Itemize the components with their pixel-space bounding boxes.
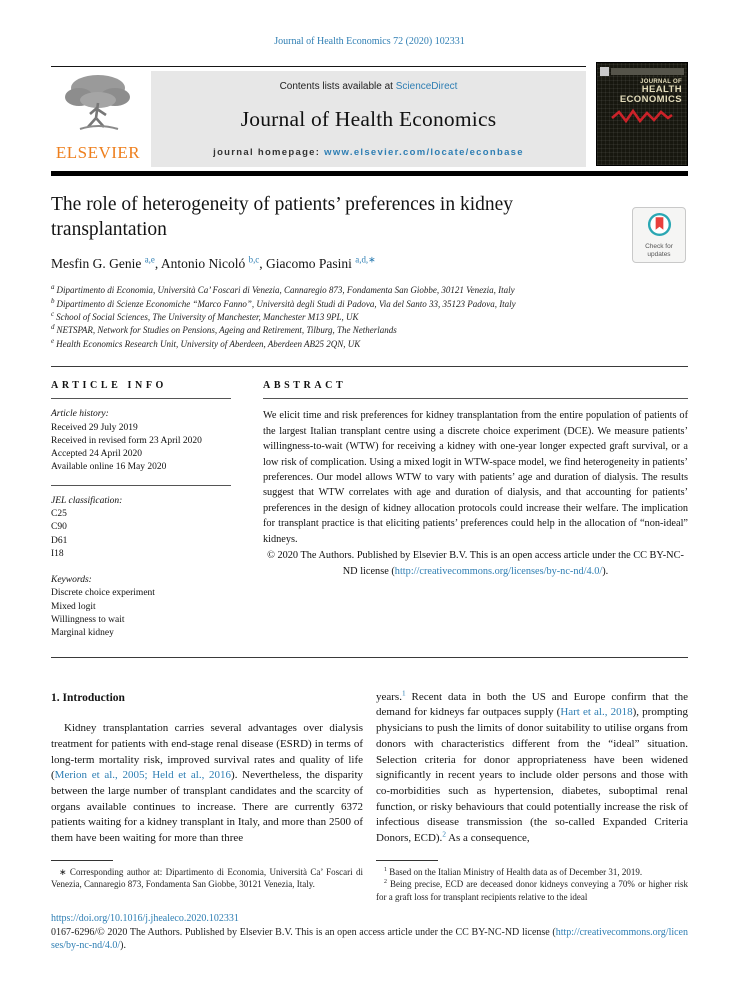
text-segment: © 2020 The Authors. Published by Elsevier B.V. This is an open access article under the CC BY-NC-ND license (	[267, 550, 684, 577]
crossmark-icon	[647, 224, 672, 241]
footnote-2	[376, 878, 688, 903]
left-column	[51, 690, 363, 903]
abstract-copyright	[263, 548, 688, 579]
keyword: Marginal kidney	[51, 628, 114, 639]
journal-header-main	[51, 66, 586, 167]
journal-homepage-link[interactable]: www.elsevier.com/locate/econbase	[324, 147, 524, 158]
affiliation-letter: d	[51, 323, 55, 332]
cover-zigzag-graphic	[597, 108, 687, 131]
affiliation-line	[51, 337, 688, 350]
sciencedirect-link[interactable]: ScienceDirect	[395, 81, 458, 92]
elsevier-tree-icon	[62, 73, 134, 142]
text-segment: 2	[384, 879, 387, 886]
citation-link[interactable]: Hart et al., 2018	[560, 706, 633, 719]
history-item: Accepted 24 April 2020	[51, 449, 143, 460]
check-for-updates-badge[interactable]	[632, 207, 686, 263]
text-segment: Recent data in both the US and Europe confirm that the demand for kidneys far outpaces supply (	[376, 690, 688, 719]
text-segment: years.	[376, 690, 402, 703]
affiliation-letter: e	[51, 336, 55, 345]
affiliation-text: Dipartimento di Scienze Economiche “Marco Fanno”, Università degli Studi di Padova, Via del Santo 33, 35123 Padova, Italy	[56, 298, 516, 309]
intro-paragraph-right	[376, 690, 688, 847]
abstract-column	[263, 380, 688, 640]
cover-journal-title	[597, 76, 687, 105]
jel-code: D61	[51, 535, 68, 546]
affiliation-letter: c	[51, 310, 55, 318]
text-segment: 0167-6296/© 2020 The Authors. Published by Elsevier B.V. This is an open access article under the CC BY-NC-ND license (	[51, 926, 556, 938]
text-segment: As a consequence,	[445, 832, 530, 845]
text-segment: ), prompting physicians to push the limits of donor suitability to utilise organs from donors with characteristics different from the “ideal” situation. Selection criteria for donor appropriateness have been widened significantly in recent years to include older persons and those with co-morbidities such as hypertension, diabetes, suboptimal renal function, or risky behaviours that could potentially increase the risk of infectious disease transmission (the so-called Expanded Criteria Donors, ECD).	[376, 706, 688, 845]
title-block	[51, 192, 688, 258]
divider	[263, 398, 688, 399]
text-segment: 1	[384, 866, 387, 873]
text-segment: Being precise, ECD are deceased donor kidneys conveying a 70% or higher risk for a graft loss for transplant recipients relative to the ideal	[376, 879, 688, 902]
cover-publisher-mark	[600, 67, 609, 76]
journal-cover-thumbnail[interactable]	[596, 62, 688, 166]
footnote-ref[interactable]: 1	[401, 689, 406, 698]
cover-top-strip	[600, 66, 684, 76]
text-segment: Mesfin G. Genie	[51, 256, 145, 272]
article-title: The role of heterogeneity of patients’ preferences in kidney transplantation	[51, 193, 514, 240]
affiliation-letter: a	[51, 283, 55, 292]
article-history	[51, 408, 231, 474]
footnote-ref[interactable]: 2	[442, 830, 446, 839]
keywords	[51, 574, 231, 640]
text-segment: , Giacomo Pasini	[259, 256, 356, 272]
cover-title-line: HEALTH	[641, 84, 682, 96]
journal-header	[51, 66, 688, 167]
page-footer	[51, 912, 688, 953]
check-badge-line: updates	[647, 250, 671, 258]
right-column	[376, 690, 688, 903]
text-segment: journal homepage:	[213, 147, 325, 158]
affiliation-text: NETSPAR, Network for Studies on Pensions, Ageing and Retirement, Tilburg, The Netherlands	[56, 325, 397, 336]
footnote-divider	[51, 860, 113, 861]
jel-code: C90	[51, 522, 67, 533]
cover-strip-bar	[611, 68, 684, 75]
affiliation-line	[51, 283, 688, 296]
text-segment: ).	[602, 565, 609, 577]
issn-license-line	[51, 926, 688, 953]
article-info-heading: ARTICLE INFO	[51, 380, 167, 392]
text-segment: ). Nevertheless, the disparity between the large number of transplant candidates and the scarcity of organs available continues to increase. There are currently 6372 patients waiting for a kidney transplant in Italy, and more than 2500 of them have been waiting for more than three	[51, 769, 364, 845]
text-segment: ).	[120, 940, 126, 952]
abstract-text: We elicit time and risk preferences for kidney transplantation from the entire population of patients of the largest Italian transplant centre using a discrete choice experiment (DCE). We measure patients’ willingness-to-wait (WTW) for receiving a kidney with one-year longer expected graft survival, or a low risk of complication. Using a mixed logit in WTW-space model, we find heterogeneity in patients’ preferences. Our model allows WTW to vary with patients’ age and duration of dialysis. The results suggest that WTW correlates with age and duration of dialysis, and that accounting for patients’ preferences in the design of kidney allocation protocols could increase their welfare. The implication for transplant practice is that eliciting patients’ preferences could help in the allocation of “non-ideal” kidneys.	[263, 410, 688, 545]
cc-license-link[interactable]: http://creativecommons.org/licenses/by-nc-nd/4.0/	[394, 565, 603, 577]
info-abstract-block	[51, 366, 688, 657]
text-segment: Contents lists available at	[279, 81, 396, 92]
cover-title-line: JOURNAL OF	[640, 79, 682, 85]
running-head-citation: Journal of Health Economics 72 (2020) 102331	[274, 36, 465, 47]
corresponding-author-footnote: ∗ Corresponding author at: Dipartimento di Economia, Università Ca’ Foscari di Venezia, Cannaregio 873, Fondamenta San Giobbe, 30121 Venezia, Italy.	[51, 866, 363, 890]
cover-title-line: ECONOMICS	[619, 94, 682, 106]
elsevier-logo	[51, 71, 151, 167]
footnote-divider	[376, 860, 438, 861]
text-segment: , Antonio Nicoló	[154, 256, 249, 272]
history-item: Available online 16 May 2020	[51, 462, 167, 473]
history-item: Received 29 July 2019	[51, 422, 138, 433]
jel-label: JEL classification:	[51, 495, 123, 506]
affiliation-line	[51, 323, 688, 336]
journal-banner	[151, 71, 586, 167]
abstract-heading: ABSTRACT	[263, 380, 347, 392]
affiliations	[51, 283, 688, 350]
cc-license-link[interactable]: http://creativecommons.org/licenses/by-nc-nd/4.0/	[51, 926, 688, 952]
keyword: Discrete choice experiment	[51, 588, 155, 599]
jel-code: I18	[51, 548, 64, 559]
keyword: Willingness to wait	[51, 615, 125, 626]
divider	[51, 398, 231, 399]
check-badge-line: Check for	[645, 242, 673, 250]
author-affil-ref[interactable]: a,e	[144, 254, 155, 265]
body-columns	[51, 690, 688, 903]
affiliation-text: Dipartimento di Economia, Università Ca’ Foscari di Venezia, Cannaregio 873, Fondamenta San Giobbe, 30121 Venezia, Italy	[56, 285, 515, 296]
author-affil-ref[interactable]: a,d,∗	[355, 254, 376, 265]
text-segment: Kidney transplantation carries several advantages over dialysis treatment for patients with end-stage renal disease (ESRD) in terms of long-term mortality risk, improved survival rates and quality of life (	[51, 722, 363, 782]
doi-link[interactable]: https://doi.org/10.1016/j.jhealeco.2020.102331	[51, 913, 239, 925]
author-affil-ref[interactable]: b,c	[248, 254, 260, 265]
section-heading: 1. Introduction	[51, 691, 125, 704]
keyword: Mixed logit	[51, 601, 96, 612]
contents-lists-line	[159, 81, 578, 92]
intro-paragraph-left	[51, 721, 363, 847]
elsevier-wordmark: ELSEVIER	[55, 143, 141, 162]
check-badge-label	[635, 243, 683, 259]
affiliation-line	[51, 297, 688, 310]
keywords-label: Keywords:	[51, 575, 92, 586]
header-divider-bar	[51, 171, 688, 176]
article-info-column	[51, 380, 263, 640]
journal-title: Journal of Health Economics	[240, 107, 497, 131]
affiliation-line	[51, 310, 688, 323]
history-item: Received in revised form 23 April 2020	[51, 435, 202, 446]
jel-code: C25	[51, 509, 67, 519]
affiliation-letter: b	[51, 296, 55, 305]
jel-classification	[51, 495, 231, 561]
footnote-1	[376, 866, 688, 878]
text-segment: Based on the Italian Ministry of Health data as of December 31, 2019.	[386, 866, 643, 877]
divider	[51, 485, 231, 486]
affiliation-text: School of Social Sciences, The University of Manchester, Manchester M13 9PL, UK	[56, 312, 359, 322]
journal-homepage-line	[159, 147, 578, 158]
history-label: Article history:	[51, 409, 109, 420]
author-list	[51, 256, 688, 272]
affiliation-text: Health Economics Research Unit, University of Aberdeen, Aberdeen AB25 2QN, UK	[56, 338, 361, 349]
citation-link[interactable]: Merion et al., 2005; Held et al., 2016	[54, 769, 232, 782]
